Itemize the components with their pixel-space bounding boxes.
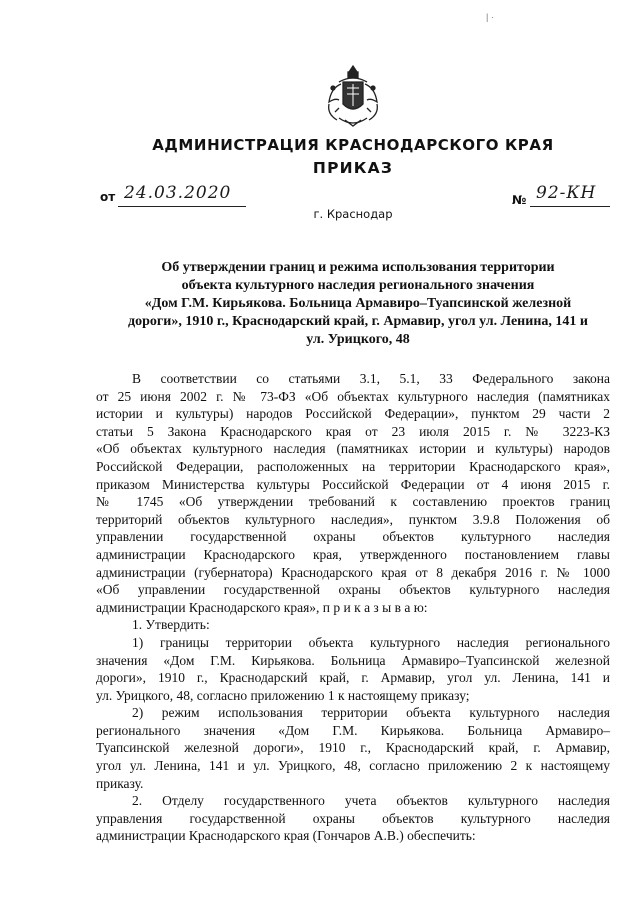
paragraph-line: Туапсинской железной дороги», 1910 г., Краснодарский край, г. Армавир,	[96, 740, 610, 756]
paragraph-line: регионального значения «Дом Г.М. Кирьякова. Больница Армавиро–	[96, 722, 610, 738]
paragraph-line: 2) режим использования территории объекта культурного наследия	[132, 705, 610, 721]
document-body	[96, 370, 610, 845]
paragraph-line: 1. Утвердить:	[132, 617, 210, 633]
title-line: ул. Урицкого, 48	[306, 332, 410, 347]
organization-name: АДМИНИСТРАЦИЯ КРАСНОДАРСКОГО КРАЯ	[152, 136, 554, 154]
paragraph-line: «Об управлении государственной охраны объектов культурного наследия	[96, 582, 610, 598]
paragraph-line: управления государственной охраны объектов культурного наследия	[96, 810, 610, 826]
paragraph-line: № 1745 «Об утверждении требований к составлению проектов границ	[96, 494, 610, 510]
paragraph-line: приказом Министерства культуры Российской Федерации от 4 июня 2015 г.	[96, 476, 610, 492]
document-title	[118, 259, 598, 349]
paragraph-line: ул. Урицкого, 48, согласно приложению 1 к настоящему приказу;	[96, 687, 470, 703]
date-label: от	[100, 190, 116, 204]
paragraph-line: управлении государственной охраны объектов культурного наследия	[96, 529, 610, 545]
paragraph-line: администрации Краснодарского края», п р и к а з ы в а ю:	[96, 599, 428, 615]
paragraph-line: 1) границы территории объекта культурного наследия регионального	[132, 634, 610, 650]
city: г. Краснодар	[313, 207, 393, 221]
paragraph-line: от 25 июня 2002 г. № 73-ФЗ «Об объектах культурного наследия (памятниках	[96, 388, 610, 404]
paragraph-line: Российской Федерации, расположенных на территории Краснодарского края»,	[96, 458, 610, 474]
paragraph-line: дороги», 1910 г., Краснодарский край, г. Армавир, угол ул. Ленина, 141 и	[96, 670, 610, 686]
title-line: Об утверждении границ и режима использования территории	[161, 260, 555, 275]
paragraph-line: администрации Краснодарского края, утвержденного постановлением главы	[96, 546, 610, 562]
paragraph-line: истории и культуры) народов Российской Федерации», пунктом 29 части 2	[96, 406, 610, 422]
title-line: объекта культурного наследия регионального значения	[181, 278, 535, 293]
paragraph-line: значения «Дом Г.М. Кирьякова. Больница Армавиро–Туапсинской железной	[96, 652, 610, 668]
number-label: №	[512, 193, 527, 207]
date-handwritten: 24.03.2020	[124, 183, 232, 203]
title-line: «Дом Г.М. Кирьякова. Больница Армавиро–Туапсинской железной	[144, 296, 572, 311]
paragraph-line: территорий объектов культурного наследия», пунктом 3.9.8 Положения об	[96, 511, 610, 527]
number-handwritten: 92-КН	[536, 183, 597, 203]
document-type: ПРИКАЗ	[312, 159, 394, 177]
paragraph-line: В соответствии со статьями 3.1, 5.1, 33 Федерального закона	[132, 371, 610, 386]
scan-mark: | ·	[486, 12, 494, 22]
paragraph-line: администрации (губернатора) Краснодарского края от 8 декабря 2016 г. № 1000	[96, 564, 610, 580]
coat-of-arms-icon	[323, 64, 383, 128]
paragraph-line: статьи 5 Закона Краснодарского края от 23 июля 2015 г. № 3223-КЗ	[96, 423, 610, 439]
paragraph-line: приказу.	[96, 775, 144, 791]
paragraph-line: 2. Отделу государственного учета объектов культурного наследия	[132, 793, 610, 809]
paragraph-line: администрации Краснодарского края (Гончаров А.В.) обеспечить:	[96, 828, 476, 844]
paragraph-line: угол ул. Ленина, 141 и ул. Урицкого, 48, согласно приложению 2 к настоящему	[96, 758, 610, 774]
title-line: дороги», 1910 г., Краснодарский край, г. Армавир, угол ул. Ленина, 141 и	[128, 314, 588, 329]
paragraph-line: «Об объектах культурного наследия (памятниках истории и культуры) народов	[96, 441, 610, 457]
